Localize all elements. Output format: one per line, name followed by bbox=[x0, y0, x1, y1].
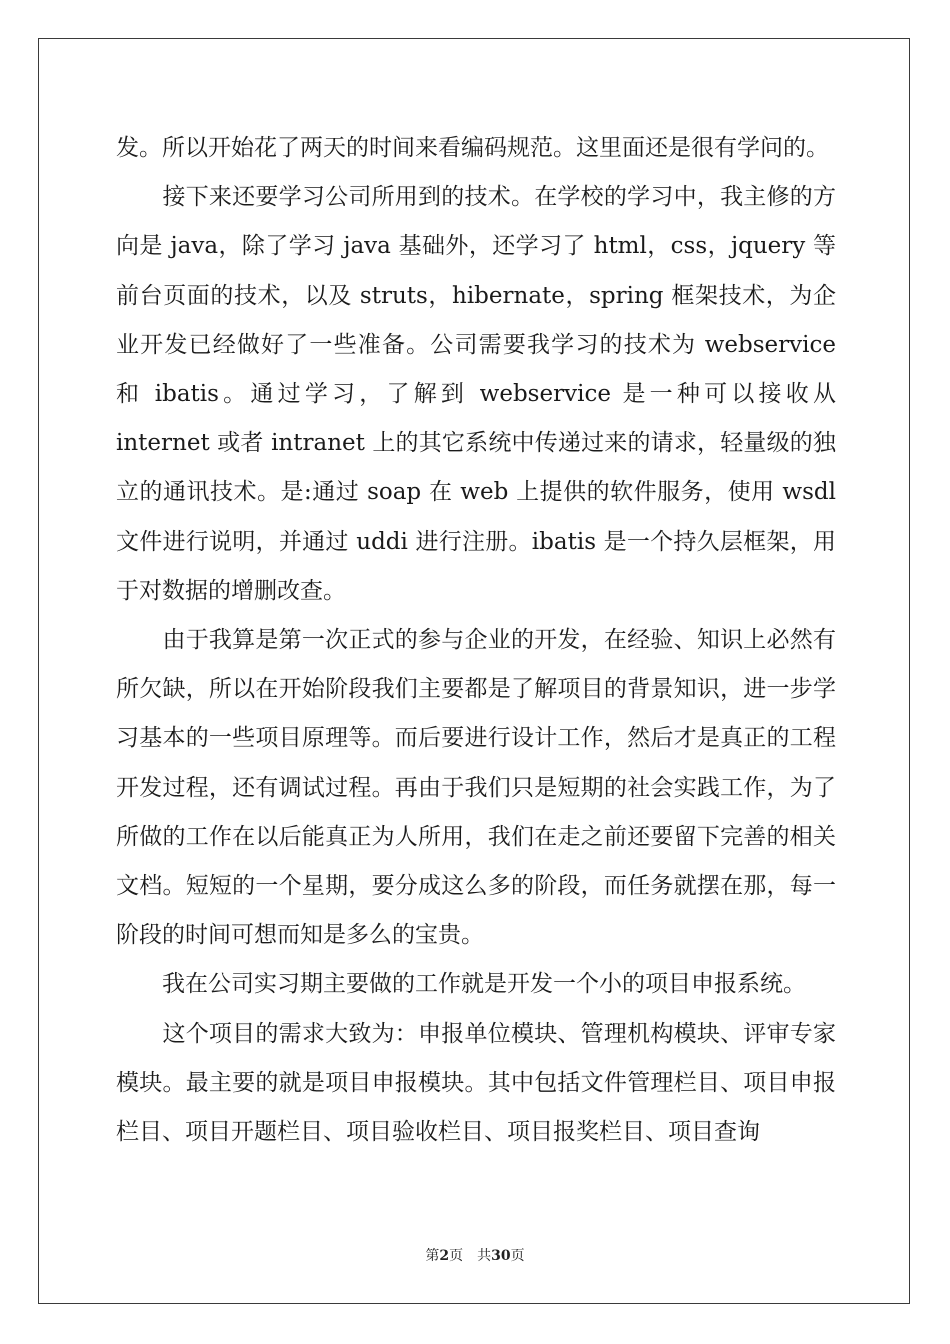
paragraph-1: 发。所以开始花了两天的时间来看编码规范。这里面还是很有学问的。 bbox=[116, 135, 829, 161]
footer-page-number: 2 bbox=[439, 1248, 450, 1264]
footer-suffix: 页 bbox=[510, 1248, 525, 1264]
paragraph-2: 接下来还要学习公司所用到的技术。在学校的学习中，我主修的方向是 java，除了学习 java 基础外，还学习了 html，css，jquery 等前台页面的技术，以及 struts，hibernate，spring 框架技术，为企业开发已经做好了一些准备。公司需要我学习的技术为 webservice 和 ibatis。通过学习，了解到 webservice 是一种可以接收从 internet 或者 intranet 上的其它系统中传递过来的请求，轻量级的独立的通讯技术。是:通过 soap 在 web 上提供的软件服务，使用 wsdl 文件进行说明，并通过 uddi 进行注册。ibatis 是一个持久层框架，用于对数据的增删改查。 bbox=[116, 184, 844, 604]
footer-total-pages: 30 bbox=[491, 1248, 511, 1264]
paragraph-4: 我在公司实习期主要做的工作就是开发一个小的项目申报系统。 bbox=[116, 971, 806, 998]
footer-mid: 页 共 bbox=[449, 1248, 492, 1264]
document-body bbox=[116, 124, 844, 1157]
paragraph-3: 由于我算是第一次正式的参与企业的开发，在经验、知识上必然有所欠缺，所以在开始阶段我们主要都是了解项目的背景知识，进一步学习基本的一些项目原理等。而后要进行设计工作，然后才是真正的工程开发过程，还有调试过程。再由于我们只是短期的社会实践工作，为了所做的工作在以后能真正为人所用，我们在走之前还要留下完善的相关文档。短短的一个星期，要分成这么多的阶段，而任务就摆在那，每一阶段的时间可想而知是多么的宝贵。 bbox=[116, 627, 836, 949]
paragraph-5: 这个项目的需求大致为：申报单位模块、管理机构模块、评审专家模块。最主要的就是项目申报模块。其中包括文件管理栏目、项目申报栏目、项目开题栏目、项目验收栏目、项目报奖栏目、项目查询 bbox=[116, 1020, 836, 1146]
footer-prefix: 第 bbox=[425, 1248, 440, 1264]
page-footer bbox=[0, 1245, 950, 1265]
